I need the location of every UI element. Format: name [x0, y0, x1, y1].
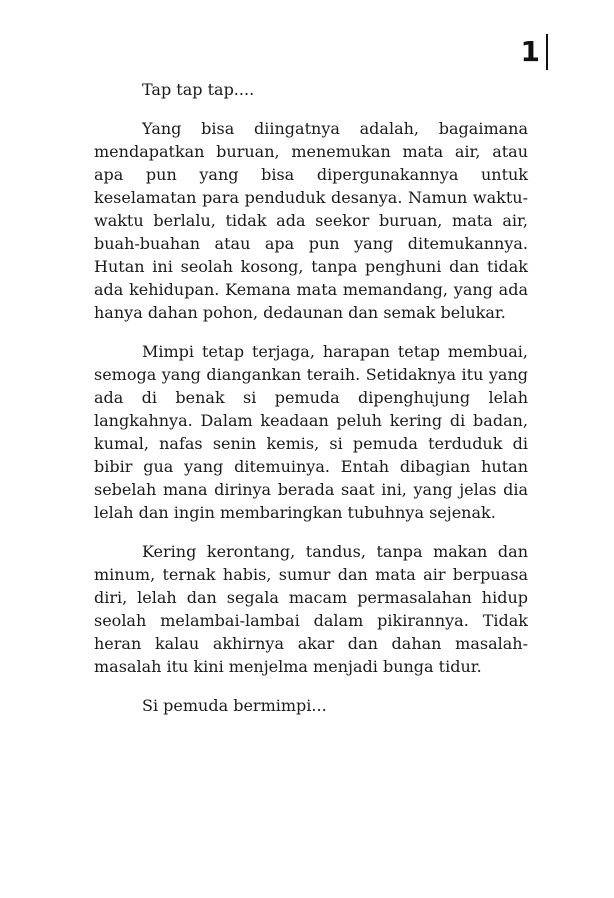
page-header	[521, 34, 548, 70]
paragraph-4: Kering kerontang, tandus, tanpa makan dan minum, ternak habis, sumur dan mata air berpuasa diri, lelah dan segala macam permasalahan hidup seolah melambai-lambai dalam pikirannya. Tidak heran kalau akhirnya akar dan dahan masalah-masalah itu kini menjelma menjadi bunga tidur.	[94, 542, 528, 676]
body-text	[94, 78, 528, 733]
paragraph-3: Mimpi tetap terjaga, harapan tetap membuai, semoga yang diangankan teraih. Setidaknya itu yang ada di benak si pemuda dipenghujung lelah langkahnya. Dalam keadaan peluh kering di badan, kumal, nafas senin kemis, si pemuda terduduk di bibir gua yang ditemuinya. Entah dibagian hutan sebelah mana dirinya berada saat ini, yang jelas dia lelah dan ingin membaringkan tubuhnya sejenak.	[94, 342, 528, 522]
paragraph-1: Tap tap tap....	[142, 80, 255, 99]
paragraph-5: Si pemuda bermimpi...	[142, 696, 327, 715]
page-number: 1	[520, 35, 540, 68]
paragraph-2: Yang bisa diingatnya adalah, bagaimana mendapatkan buruan, menemukan mata air, atau apa pun yang bisa dipergunakannya untuk keselamatan para penduduk desanya. Namun waktu-waktu berlalu, tidak ada seekor buruan, mata air, buah-buahan atau apa pun yang ditemukannya. Hutan ini seolah kosong, tanpa penghuni dan tidak ada kehidupan. Kemana mata memandang, yang ada hanya dahan pohon, dedaunan dan semak belukar.	[94, 119, 528, 322]
page-number-rule	[546, 34, 548, 70]
